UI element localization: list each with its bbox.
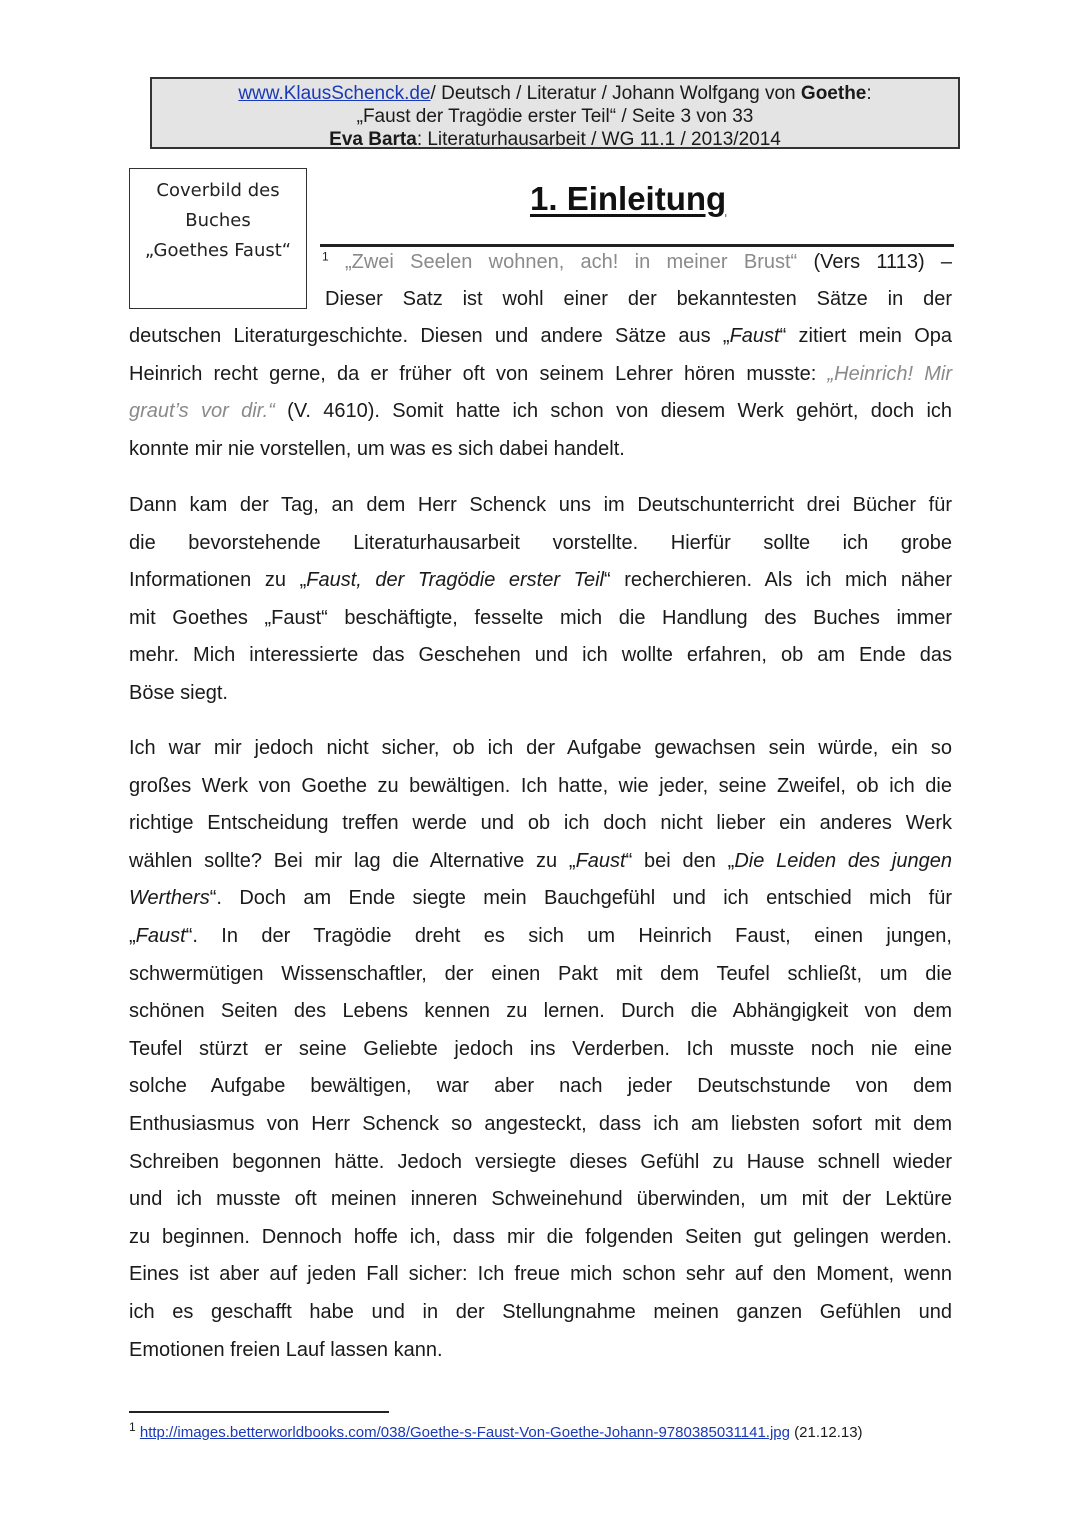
intro-line-2: Dieser Satz ist wohl einer der bekanntesten Sätze in der	[325, 288, 952, 310]
footnote-divider	[129, 1411, 389, 1413]
footnote-ref[interactable]: 1	[322, 249, 329, 264]
footnote-number: 1	[129, 1420, 136, 1434]
intro-paragraph: deutschen Literaturgeschichte. Diesen und andere Sätze aus „Faust“ zitiert mein Opa Heinrich recht gerne, da er früher oft von seinem Lehrer hören musste: „Heinrich! Mir graut’s vor dir.“ (V. 4610). Somit hatte ich schon von diesem Werk gehört, doch ich konnte mir nie vorstellen, um was es sich dabei handelt.	[129, 325, 953, 460]
page-title: 1. Einleitung	[530, 180, 727, 217]
header-line-1: www.KlausSchenck.de/ Deutsch / Literatur / Johann Wolfgang von Goethe:	[238, 83, 872, 104]
title-divider	[320, 244, 954, 247]
document-header	[150, 77, 960, 149]
header-line-3: Eva Barta: Literaturhausarbeit / WG 11.1 / 2013/2014	[329, 129, 781, 150]
footnote	[129, 1420, 863, 1443]
cover-image-placeholder: Coverbild des Buches „Goethes Faust“	[129, 168, 307, 309]
paragraph-2: Dann kam der Tag, an dem Herr Schenck uns im Deutschunterricht drei Bücher für die bevorstehende Literaturhausarbeit vorstellte. Hierfür sollte ich grobe Informationen zu „Faust, der Tragödie erster Teil“ recherchieren. Als ich mich näher mit Goethes „Faust“ beschäftigte, fesselte mich die Handlung des Buches immer mehr. Mich interessierte das Geschehen und ich wollte erfahren, ob am Ende das Böse siegt.	[129, 494, 952, 704]
site-link[interactable]: www.KlausSchenck.de	[238, 83, 431, 104]
footnote-link[interactable]: http://images.betterworldbooks.com/038/Goethe-s-Faust-Von-Goethe-Johann-9780385031141.jpg	[139, 1424, 790, 1441]
intro-line-1: $^1$ „Zwei Seelen wohnen, ach! in meiner Brust“ (Vers 1113) –	[322, 249, 952, 273]
paragraph-3: Ich war mir jedoch nicht sicher, ob ich der Aufgabe gewachsen sein würde, ein so großes Werk von Goethe zu bewältigen. Ich hatte, wie jeder, seine Zweifel, ob ich die richtige Entscheidung treffen werde und ob ich doch nicht lieber ein anderes Werk wählen sollte? Bei mir lag die Alternative zu „Faust“ bei den „Die Leiden des jungen Werthers“. Doch am Ende siegte mein Bauchgefühl und ich entschied mich für „Faust“. In der Tragödie dreht es sich um Heinrich Faust, einen jungen, schwermütigen Wissenschaftler, der einen Pakt mit dem Teufel schließt, um die schönen Seiten des Lebens kennen zu lernen. Durch die Abhängigkeit von dem Teufel stürzt er seine Geliebte jedoch ins Verderben. Ich musste noch nie eine solche Aufgabe bewältigen, war aber nach jeder Deutschstunde von dem Enthusiasmus von Herr Schenck so angesteckt, dass ich am liebsten sofort mit dem Schreiben begonnen hätte. Jedoch versiegte dieses Gefühl zu Hause schnell wieder und ich musste oft meinen inneren Schweinehund überwinden, um mit der Lektüre zu beginnen. Dennoch hoffe ich, dass mir die folgenden Seiten gut gelingen werden. Eines ist aber auf jeden Fall sicher: Ich freue mich schon sehr auf den Moment, wenn ich es geschafft habe und in der Stellungnahme meinen ganzen Gefühlen und Emotionen freien Lauf lassen kann.	[129, 737, 952, 1361]
header-line-2: „Faust der Tragödie erster Teil“ / Seite 3 von 33	[356, 106, 754, 127]
footnote-date: (21.12.13)	[790, 1424, 863, 1441]
